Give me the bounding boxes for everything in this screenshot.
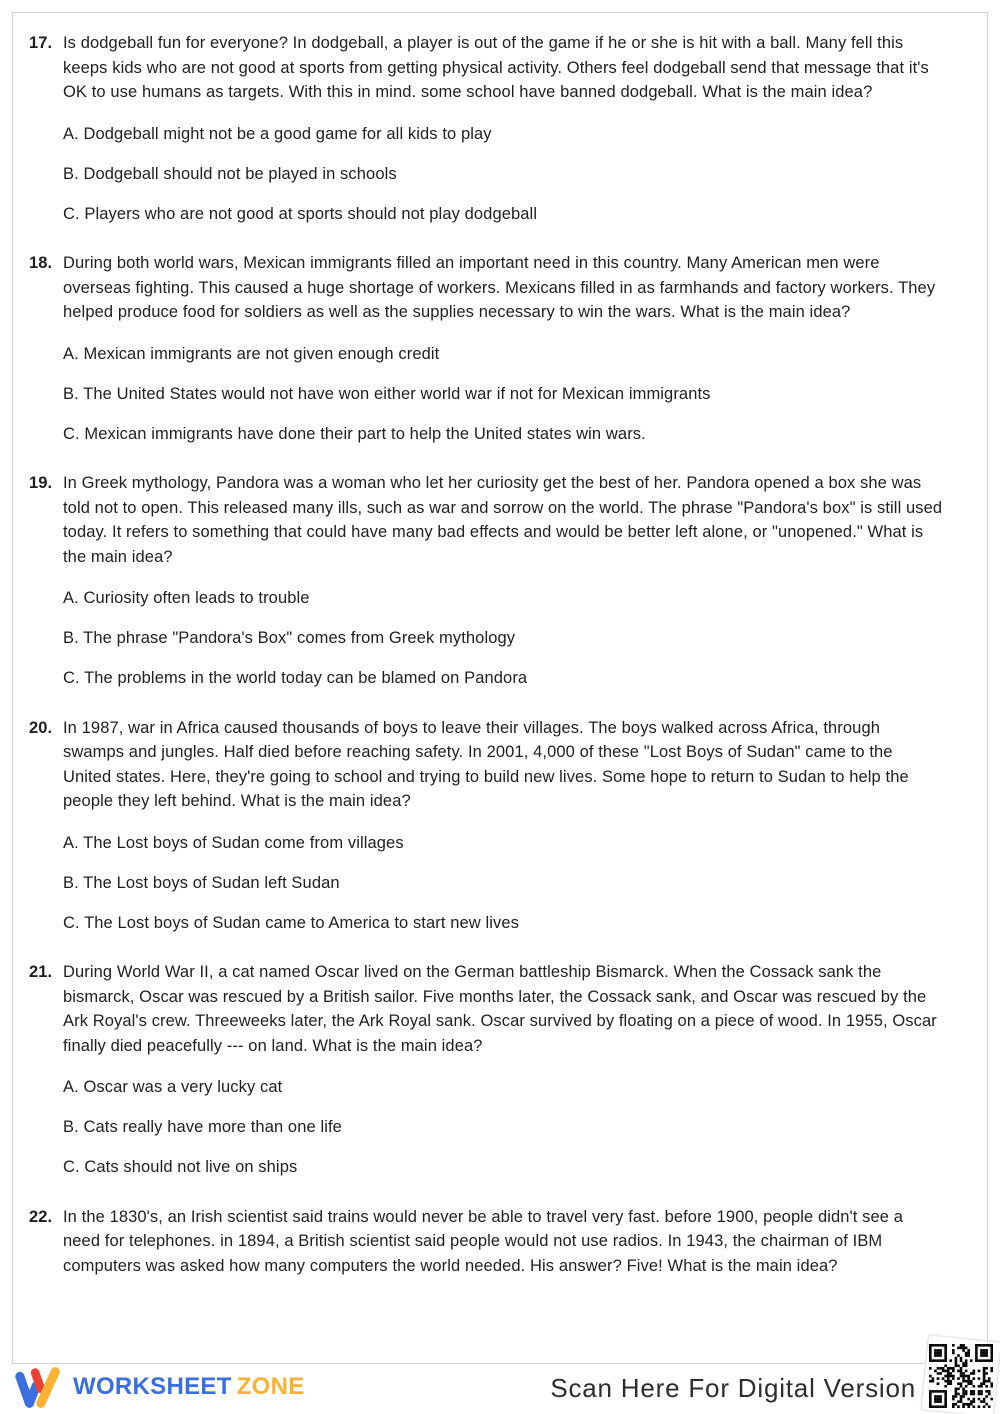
question-text: In 1987, war in Africa caused thousands of boys to leave their villages. The boys walked across Africa, through swamps and jungles. Half died before reaching safety. In 2001, 4,000 of these "Lost Boys of Sudan" came to the United states. Here, they're going to school and trying to build new lives. Some hope to return to Sudan to help the people they left behind. What is the main idea?: [63, 718, 909, 810]
question-number: 19.: [29, 474, 53, 492]
answer-option-b: B. The phrase "Pandora's Box" comes from Greek mythology: [63, 629, 516, 647]
question-22: [29, 1205, 971, 1279]
question-number: 20.: [29, 718, 53, 737]
page-footer: [0, 1366, 1000, 1414]
qr-code: [924, 1338, 998, 1414]
answer-options: [63, 1075, 943, 1180]
answer-option-a: A. The Lost boys of Sudan come from villages: [63, 833, 404, 852]
answer-option-a: A. Mexican immigrants are not given enough credit: [63, 344, 440, 363]
answer-option-c: C. Players who are not good at sports should not play dodgeball: [63, 204, 538, 223]
question-17: [29, 31, 971, 226]
question-text: In Greek mythology, Pandora was a woman who let her curiosity get the best of her. Pandora opened a box she was told not to open. This released many ills, such as war and sorrow on the world. The phrase "Pandora's box" is still used today. It refers to something that could have many bad effects and would be better left alone, or "unopened." What is the main idea?: [63, 474, 943, 566]
question-number: 17.: [29, 34, 53, 52]
question-number: 22.: [29, 1207, 53, 1226]
answer-option-a: A. Dodgeball might not be a good game for all kids to play: [63, 124, 492, 143]
answer-option-c: C. The Lost boys of Sudan came to America to start new lives: [63, 913, 519, 932]
question-text: In the 1830's, an Irish scientist said trains would never be able to travel very fast. before 1900, people didn't see a need for telephones. in 1894, a British scientist said people would not use radios. In 1943, the chairman of IBM computers was asked how many computers the world needed. His answer? Five! What is the main idea?: [63, 1207, 904, 1275]
worksheet-page: [12, 12, 988, 1364]
answer-options: [63, 586, 943, 691]
scan-here-label: Scan Here For Digital Version: [550, 1373, 916, 1403]
question-19: [29, 471, 971, 691]
answer-option-c: C. The problems in the world today can be blamed on Pandora: [63, 669, 528, 687]
answer-options: [63, 831, 943, 936]
question-text: During both world wars, Mexican immigrants filled an important need in this country. Many American men were overseas fighting. This caused a huge shortage of workers. Mexicans filled in as farmhands and factory workers. They helped produce food for soldiers as well as the supplies necessary to win the wars. What is the main idea?: [63, 254, 936, 321]
worksheet-zone-logo: [13, 1364, 305, 1410]
answer-options: [63, 342, 943, 447]
brand-text: [73, 1373, 305, 1401]
brand-word-worksheet: WORKSHEET: [73, 1373, 232, 1400]
answer-option-a: A. Curiosity often leads to trouble: [63, 589, 310, 607]
question-18: [29, 251, 971, 446]
question-21: [29, 960, 971, 1180]
answer-option-b: B. Cats really have more than one life: [63, 1118, 342, 1136]
question-20: [29, 716, 971, 936]
question-text: During World War II, a cat named Oscar lived on the German battleship Bismarck. When the Cossack sank the bismarck, Oscar was rescued by a British sailor. Five months later, the Cossack sank, and Oscar was rescued by the Ark Royal's crew. Threeweeks later, the Ark Royal sank. Oscar survived by floating on a piece of wood. In 1955, Oscar finally died peacefully --- on land. What is the main idea?: [63, 963, 937, 1055]
answer-option-b: B. The Lost boys of Sudan left Sudan: [63, 873, 340, 892]
answer-option-a: A. Oscar was a very lucky cat: [63, 1078, 283, 1096]
answer-option-b: B. The United States would not have won either world war if not for Mexican immigrants: [63, 384, 711, 403]
question-number: 18.: [29, 254, 53, 272]
question-text: Is dodgeball fun for everyone? In dodgeball, a player is out of the game if he or she is hit with a ball. Many fell this keeps kids who are not good at sports from getting physical activity. Others feel dodgeball send that message that it's OK to use humans as targets. With this in mind. some school have banned dodgeball. What is the main idea?: [63, 34, 929, 101]
worksheet-zone-w-icon: [13, 1364, 65, 1410]
brand-word-zone: ZONE: [236, 1373, 305, 1400]
answer-option-b: B. Dodgeball should not be played in schools: [63, 164, 397, 183]
question-number: 21.: [29, 963, 53, 981]
answer-option-c: C. Cats should not live on ships: [63, 1158, 298, 1176]
answer-options: [63, 122, 943, 227]
answer-option-c: C. Mexican immigrants have done their part to help the United states win wars.: [63, 424, 646, 443]
